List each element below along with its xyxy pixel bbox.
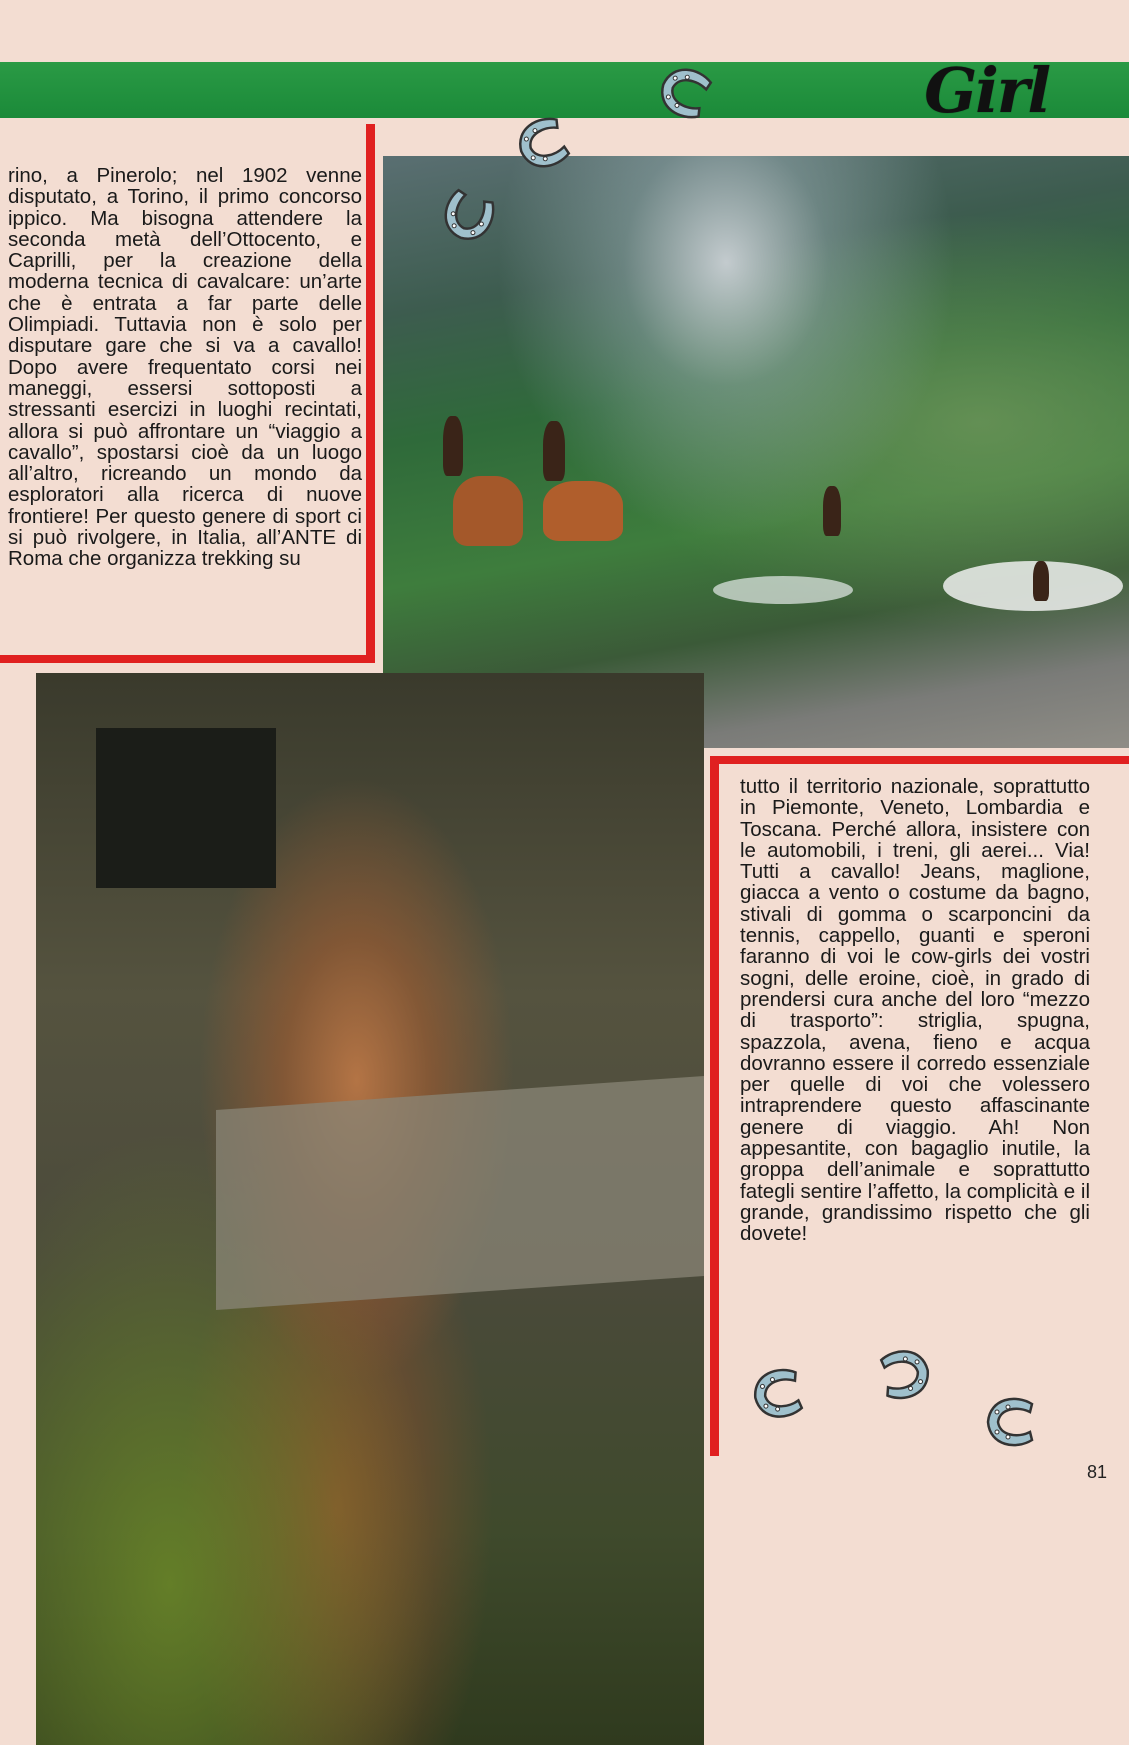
magazine-brand: Girl — [924, 54, 1049, 127]
page-number: 81 — [1086, 1462, 1107, 1482]
article-column-1 — [8, 165, 362, 570]
article-text-1: rino, a Pinerolo; nel 1902 venne disputato, a Torino, il primo concorso ippico. Ma bisogna attendere la seconda metà dell’Ottocento, e Caprilli, per la creazione della moderna tecnica di cavalcare: un’arte che è entrata a far parte delle Olimpiadi. Tuttavia non è solo per disputare gare che si va a cavallo! Dopo avere frequentato corsi nei maneggi, essersi sottoposti a stressanti esercizi in luoghi recintati, allora si può affrontare un “viaggio a cavallo”, spostarsi cioè da un luogo all’altro, ricreando un mondo da esploratori alla ricerca di nuove frontiere! Per questo genere di sport ci si può rivolgere, in Italia, all’ANTE di Roma che organizza trekking su — [8, 164, 362, 571]
stable-saddles-photo — [36, 673, 704, 1745]
red-rule-right-column — [710, 756, 719, 1456]
horseshoe-icon — [978, 1390, 1042, 1454]
article-column-2 — [740, 776, 1090, 1245]
horseshoe-icon — [740, 1357, 814, 1431]
red-rule-right-column-top — [710, 756, 1129, 764]
red-rule-left-column — [366, 124, 375, 662]
horseshoe-icon — [869, 1337, 943, 1411]
mountain-riders-photo — [383, 156, 1129, 748]
article-text-2: tutto il territorio nazionale, soprattutto in Piemonte, Veneto, Lombardia e Toscana. Perché allora, insistere con le automobili, i treni, gli aerei... Via! Tutti a cavallo! Jeans, maglione, giacca a vento o costume da bagno, stivali di gomma o scarponcini da tennis, cappello, guanti e speroni faranno di voi le cow-girls dei vostri sogni, delle eroine, cioè, in grado di prendersi cura anche del loro “mezzo di trasporto”: striglia, spugna, spazzola, avena, fieno e acqua dovranno essere il corredo essenziale per quelle di voi che volessero intraprendere questo affascinante genere di viaggio. Ah! Non appesantite, con bagaglio inutile, la groppa dell’animale e soprattutto fategli sentire l’affetto, la complicità e il grande, grandissimo rispetto che gli dovete! — [740, 775, 1090, 1246]
red-rule-left-column-bottom — [0, 655, 375, 663]
